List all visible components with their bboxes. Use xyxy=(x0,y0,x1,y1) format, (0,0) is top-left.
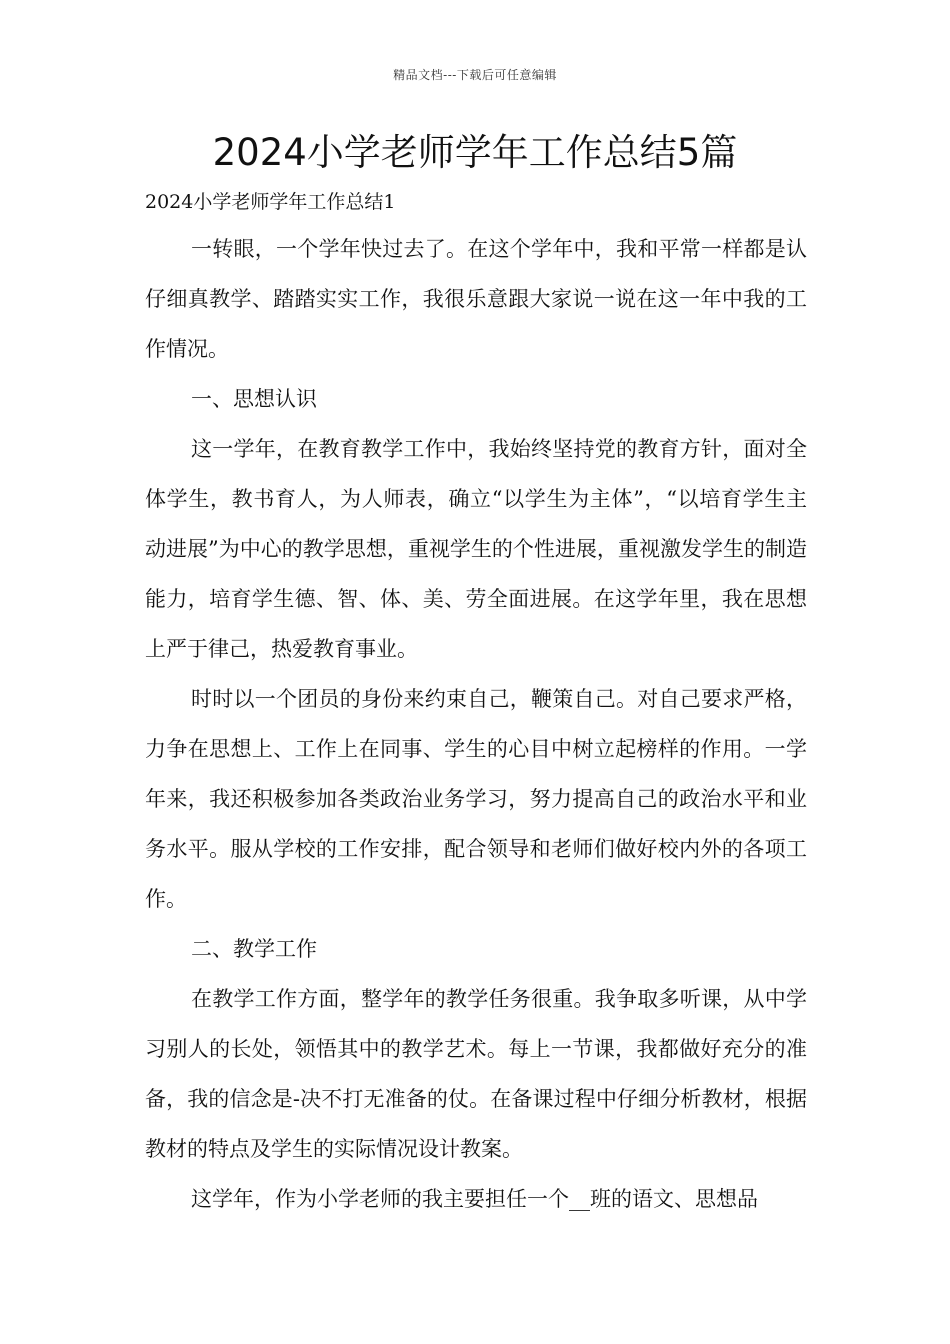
document-title: 2024小学老师学年工作总结5篇 xyxy=(212,131,738,174)
header-note: 精品文档---下载后可任意编辑 xyxy=(393,68,557,82)
paragraph-intro: 一转眼，一个学年快过去了。在这个学年中，我和平常一样都是认仔细真教学、踏踏实实工作，我很乐意跟大家说一说在这一年中我的工作情况。 xyxy=(145,237,807,361)
paragraph-teaching: 在教学工作方面，整学年的教学任务很重。我争取多听课，从中学习别人的长处，领悟其中的教学艺术。每上一节课，我都做好充分的准备，我的信念是-决不打无准备的仗。在备课过程中仔细分析教材，根据教材的特点及学生的实际情况设计教案。 xyxy=(145,987,807,1161)
section-heading-thought: 一、思想认识 xyxy=(191,387,317,411)
section-heading-teaching: 二、教学工作 xyxy=(191,937,317,961)
paragraph-thought: 这一学年，在教育教学工作中，我始终坚持党的教育方针，面对全体学生，教书育人，为人师表，确立“以学生为主体”，“以培育学生主动进展”为中心的教学思想，重视学生的个性进展，重视激发学生的制造能力，培育学生德、智、体、美、劳全面进展。在这学年里，我在思想上严于律己，热爱教育事业。 xyxy=(145,437,807,661)
paragraph-self-discipline: 时时以一个团员的身份来约束自己，鞭策自己。对自己要求严格，力争在思想上、工作上在同事、学生的心目中树立起榜样的作用。一学年来，我还积极参加各类政治业务学习，努力提高自己的政治水平和业务水平。服从学校的工作安排，配合领导和老师们做好校内外的各项工作。 xyxy=(145,687,807,911)
paragraph-assignment: 这学年，作为小学老师的我主要担任一个__班的语文、思想品 xyxy=(191,1187,758,1211)
section-subtitle: 2024小学老师学年工作总结1 xyxy=(145,191,396,213)
document-body xyxy=(145,184,807,1224)
